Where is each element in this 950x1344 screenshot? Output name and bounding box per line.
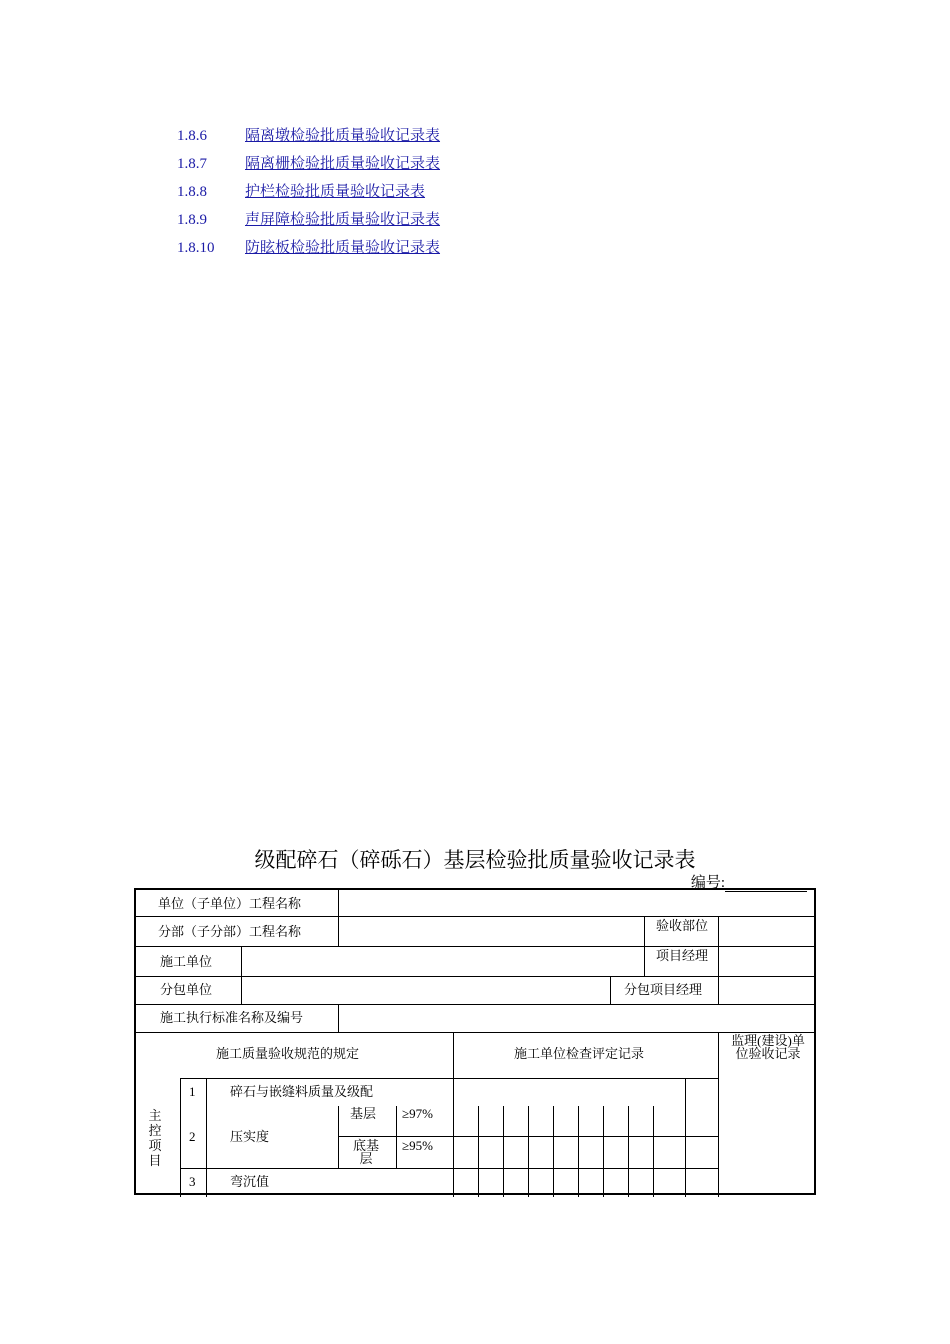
toc-number: 1.8.7 <box>177 156 207 172</box>
col-divider <box>644 916 645 976</box>
toc-title: 护栏检验批质量验收记录表 <box>245 184 426 200</box>
toc-number: 1.8.10 <box>177 240 215 256</box>
standard-label: 施工执行标准名称及编号 <box>160 1010 304 1025</box>
col-divider <box>653 1106 654 1197</box>
col-divider <box>241 946 242 1004</box>
col-divider <box>338 1004 339 1032</box>
toc-link-1-8-8[interactable] <box>177 178 440 206</box>
toc-number: 1.8.9 <box>177 212 207 228</box>
row-divider <box>136 1004 814 1005</box>
toc-title: 防眩板检验批质量验收记录表 <box>245 240 441 256</box>
row-divider <box>136 946 814 947</box>
item-1-name: 碎石与嵌缝料质量及级配 <box>230 1084 374 1099</box>
spec-rules-header: 施工质量验收规范的规定 <box>216 1046 360 1061</box>
accept-part-label: 验收部位 <box>655 918 708 933</box>
row-divider <box>136 1032 814 1033</box>
col-divider <box>603 1106 604 1197</box>
item-3-number: 3 <box>189 1174 196 1189</box>
inspection-record-header: 施工单位检查评定记录 <box>514 1046 645 1061</box>
col-divider <box>628 1106 629 1197</box>
toc-link-1-8-7[interactable] <box>177 150 440 178</box>
toc-number: 1.8.6 <box>177 128 207 144</box>
col-divider <box>578 1106 579 1197</box>
main-control-label: 主控项目 <box>148 1108 162 1168</box>
item-2-base-requirement: ≥97% <box>402 1106 433 1121</box>
sub-project-label: 分部（子分部）工程名称 <box>158 924 302 939</box>
item-2-number: 2 <box>189 1129 196 1144</box>
col-divider <box>338 1106 339 1168</box>
serial-label: 编号: <box>690 875 725 891</box>
col-divider <box>478 1106 479 1197</box>
unit-project-label: 单位（子单位）工程名称 <box>158 896 302 911</box>
col-divider <box>718 916 719 1004</box>
col-divider <box>206 1078 207 1197</box>
toc-list <box>177 122 440 262</box>
row-divider <box>180 1168 718 1169</box>
col-divider <box>503 1106 504 1197</box>
col-divider <box>453 1032 454 1197</box>
row-divider <box>180 1078 718 1079</box>
sub-project-manager-label: 分包项目经理 <box>624 982 703 997</box>
toc-link-1-8-6[interactable] <box>177 122 440 150</box>
item-3-name: 弯沉值 <box>230 1174 270 1189</box>
col-divider <box>180 1078 181 1197</box>
row-divider <box>136 976 814 977</box>
item-1-number: 1 <box>189 1084 196 1099</box>
toc-title: 隔离栅检验批质量验收记录表 <box>245 156 441 172</box>
row-divider <box>136 916 814 917</box>
col-divider <box>528 1106 529 1197</box>
construction-unit-label: 施工单位 <box>160 954 213 969</box>
col-divider <box>685 1078 686 1197</box>
toc-link-1-8-9[interactable] <box>177 206 440 234</box>
toc-link-1-8-10[interactable] <box>177 234 440 262</box>
toc-title: 声屏障检验批质量验收记录表 <box>245 212 441 228</box>
supervision-record-header: 监理(建设)单位验收记录 <box>731 1033 805 1061</box>
col-divider <box>610 976 611 1004</box>
item-2-base-layer: 基层 <box>350 1106 377 1121</box>
form-title: 级配碎石（碎砾石）基层检验批质量验收记录表 <box>254 848 696 872</box>
item-2-name: 压实度 <box>230 1129 270 1144</box>
col-divider <box>718 1032 719 1197</box>
toc-title: 隔离墩检验批质量验收记录表 <box>245 128 441 144</box>
col-divider <box>553 1106 554 1197</box>
item-2-subbase-requirement: ≥95% <box>402 1138 433 1153</box>
inspection-form-table <box>134 888 816 1195</box>
project-manager-label: 项目经理 <box>655 948 708 963</box>
toc-number: 1.8.8 <box>177 184 207 200</box>
col-divider <box>338 890 339 946</box>
item-2-subbase-layer: 底基层 <box>352 1138 379 1166</box>
subcontract-unit-label: 分包单位 <box>160 982 213 997</box>
col-divider <box>396 1106 397 1168</box>
